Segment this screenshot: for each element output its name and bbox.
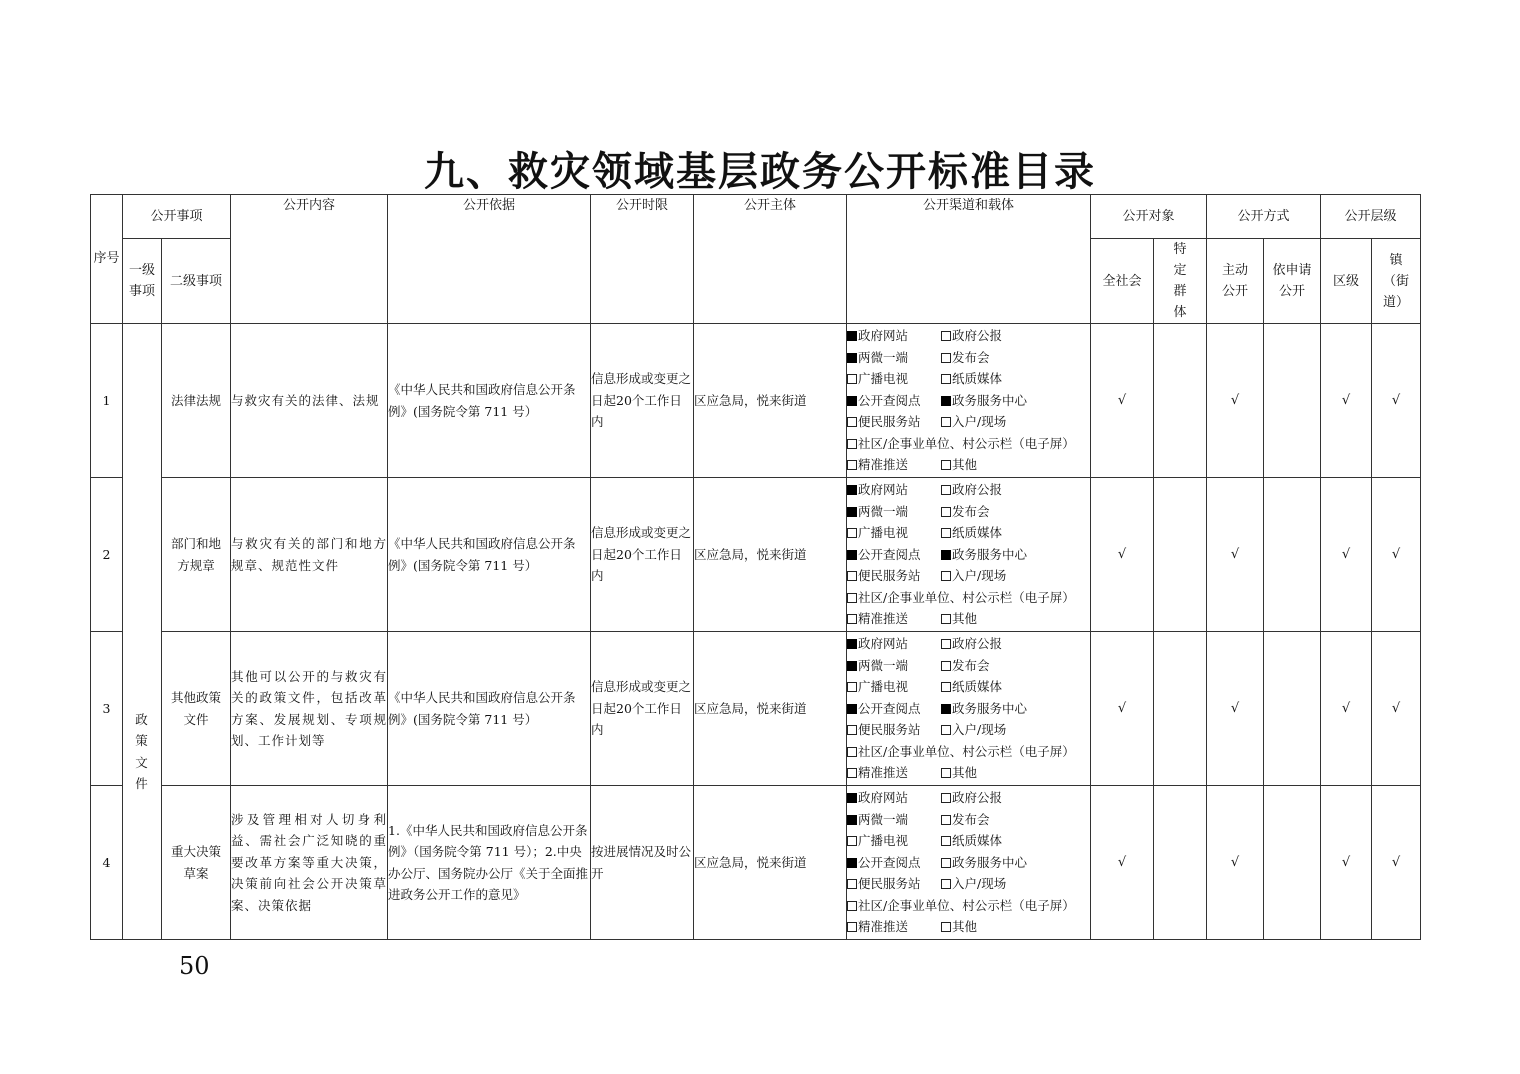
row-level2: 重大决策草案 [162, 786, 231, 940]
unchecked-box-icon [941, 353, 951, 363]
channel-line [847, 411, 1090, 433]
unchecked-box-icon [941, 571, 951, 581]
channel-option [941, 522, 1002, 544]
channel-label: 政府网站 [858, 328, 909, 344]
channel-label: 公开查阅点 [858, 700, 921, 716]
channel-option [847, 565, 941, 587]
row-seq: 4 [91, 786, 123, 940]
header-level-town: 镇（街道） [1372, 239, 1421, 324]
channel-line [847, 873, 1090, 895]
unchecked-box-icon [941, 528, 951, 538]
unchecked-box-icon [847, 747, 857, 757]
tick-on-request [1264, 324, 1321, 478]
channel-option [941, 809, 990, 831]
checked-box-icon [847, 661, 857, 671]
channel-option [847, 501, 941, 523]
tick-active: √ [1207, 632, 1264, 786]
row-content: 其他可以公开的与救灾有关的政策文件，包括改革方案、发展规划、专项规划、工作计划等 [231, 632, 388, 786]
channel-option [941, 608, 977, 630]
channel-option [847, 830, 941, 852]
channel-option [847, 698, 941, 720]
channel-option [847, 368, 941, 390]
channel-option [941, 633, 1002, 655]
channel-line [847, 741, 1090, 763]
tick-on-request [1264, 786, 1321, 940]
channel-option [941, 916, 977, 938]
unchecked-box-icon [941, 639, 951, 649]
checked-box-icon [847, 353, 857, 363]
channel-option [941, 655, 990, 677]
row-seq: 1 [91, 324, 123, 478]
unchecked-box-icon [941, 614, 951, 624]
channel-line [847, 698, 1090, 720]
checked-box-icon [941, 704, 951, 714]
channel-line [847, 433, 1090, 455]
channel-label: 政府公报 [952, 790, 1003, 806]
unchecked-box-icon [847, 528, 857, 538]
row-level2: 其他政策文件 [162, 632, 231, 786]
unchecked-box-icon [941, 836, 951, 846]
row-content: 与救灾有关的部门和地方规章、规范性文件 [231, 478, 388, 632]
channel-option [941, 676, 1002, 698]
channel-option [941, 347, 990, 369]
channel-label: 政务服务中心 [952, 392, 1028, 408]
checked-box-icon [847, 507, 857, 517]
row-channels [847, 632, 1091, 786]
row-deadline: 信息形成或变更之日起20个工作日内 [591, 324, 694, 478]
tick-on-request [1264, 632, 1321, 786]
channel-line [847, 895, 1090, 917]
unchecked-box-icon [941, 374, 951, 384]
unchecked-box-icon [941, 768, 951, 778]
channel-label: 社区/企事业单位、村公示栏（电子屏） [858, 435, 1075, 451]
unchecked-box-icon [941, 793, 951, 803]
unchecked-box-icon [847, 439, 857, 449]
tick-specific-group [1154, 786, 1207, 940]
checked-box-icon [847, 815, 857, 825]
row-seq: 2 [91, 478, 123, 632]
unchecked-box-icon [847, 682, 857, 692]
tick-active: √ [1207, 478, 1264, 632]
unchecked-box-icon [941, 879, 951, 889]
channel-option [847, 347, 941, 369]
channel-option [847, 522, 941, 544]
channel-label: 精准推送 [858, 457, 909, 473]
tick-active: √ [1207, 324, 1264, 478]
checked-box-icon [847, 396, 857, 406]
unchecked-box-icon [847, 879, 857, 889]
tick-specific-group [1154, 324, 1207, 478]
checked-box-icon [847, 793, 857, 803]
channel-label: 其他 [952, 765, 978, 781]
channel-line [847, 522, 1090, 544]
header-level1: 一级事项 [123, 239, 162, 324]
unchecked-box-icon [847, 725, 857, 735]
catalog-table [90, 194, 1421, 940]
channel-option [847, 762, 941, 784]
channel-line [847, 762, 1090, 784]
channel-line [847, 501, 1090, 523]
channel-line [847, 544, 1090, 566]
tick-specific-group [1154, 632, 1207, 786]
header-level-district: 区级 [1321, 239, 1372, 324]
unchecked-box-icon [847, 460, 857, 470]
level1-item: 政策文件 [123, 324, 162, 940]
header-basis: 公开依据 [388, 195, 591, 324]
channel-line [847, 325, 1090, 347]
channel-option [941, 411, 1006, 433]
unchecked-box-icon [941, 922, 951, 932]
channel-line [847, 676, 1090, 698]
channel-option [847, 587, 1075, 609]
channel-label: 政府网站 [858, 636, 909, 652]
row-deadline: 信息形成或变更之日起20个工作日内 [591, 478, 694, 632]
unchecked-box-icon [941, 485, 951, 495]
tick-town: √ [1372, 478, 1421, 632]
channel-label: 广播电视 [858, 833, 909, 849]
unchecked-box-icon [941, 507, 951, 517]
channel-option [847, 655, 941, 677]
header-method-active: 主动公开 [1207, 239, 1264, 324]
channel-label: 政府网站 [858, 482, 909, 498]
unchecked-box-icon [847, 417, 857, 427]
unchecked-box-icon [941, 331, 951, 341]
row-channels [847, 478, 1091, 632]
channel-label: 便民服务站 [858, 568, 921, 584]
channel-line [847, 809, 1090, 831]
unchecked-box-icon [847, 901, 857, 911]
checked-box-icon [847, 550, 857, 560]
unchecked-box-icon [847, 614, 857, 624]
header-method-request: 依申请公开 [1264, 239, 1321, 324]
channel-label: 发布会 [952, 811, 990, 827]
checked-box-icon [847, 704, 857, 714]
channel-option [847, 325, 941, 347]
row-seq: 3 [91, 632, 123, 786]
unchecked-box-icon [941, 815, 951, 825]
channel-label: 广播电视 [858, 679, 909, 695]
channel-option [847, 809, 941, 831]
channel-label: 政府公报 [952, 328, 1003, 344]
channel-label: 纸质媒体 [952, 371, 1003, 387]
tick-on-request [1264, 478, 1321, 632]
tick-all-society: √ [1091, 786, 1154, 940]
unchecked-box-icon [847, 922, 857, 932]
tick-all-society: √ [1091, 324, 1154, 478]
channel-option [847, 741, 1075, 763]
channel-line [847, 655, 1090, 677]
channel-label: 公开查阅点 [858, 854, 921, 870]
channel-label: 社区/企事业单位、村公示栏（电子屏） [858, 589, 1075, 605]
unchecked-box-icon [847, 768, 857, 778]
unchecked-box-icon [847, 836, 857, 846]
channel-option [941, 565, 1006, 587]
header-target: 公开对象 [1091, 195, 1207, 239]
channel-line [847, 852, 1090, 874]
channel-label: 公开查阅点 [858, 392, 921, 408]
channel-label: 入户/现场 [952, 568, 1007, 584]
checked-box-icon [941, 396, 951, 406]
channel-line [847, 368, 1090, 390]
row-basis: 《中华人民共和国政府信息公开条例》(国务院令第 711 号） [388, 324, 591, 478]
header-channels: 公开渠道和载体 [847, 195, 1091, 324]
channel-line [847, 633, 1090, 655]
unchecked-box-icon [941, 682, 951, 692]
channel-option [847, 633, 941, 655]
row-subject: 区应急局，悦来街道 [694, 786, 847, 940]
channel-option [847, 390, 941, 412]
channel-label: 两微一端 [858, 811, 909, 827]
channel-option [941, 852, 1027, 874]
row-basis: 1.《中华人民共和国政府信息公开条例》（国务院令第 711 号）；2.中央办公厅、国务院办公厅《关于全面推进政务公开工作的意见》 [388, 786, 591, 940]
channel-label: 其他 [952, 457, 978, 473]
row-content: 涉及管理相对人切身利益、需社会广泛知晓的重要改革方案等重大决策，决策前向社会公开决策草案、决策依据 [231, 786, 388, 940]
checked-box-icon [847, 858, 857, 868]
channel-option [847, 719, 941, 741]
channel-option [941, 325, 1002, 347]
channel-label: 便民服务站 [858, 722, 921, 738]
channel-label: 公开查阅点 [858, 546, 921, 562]
channel-option [847, 916, 941, 938]
channel-label: 政务服务中心 [952, 700, 1028, 716]
channel-option [941, 762, 977, 784]
channel-option [847, 852, 941, 874]
unchecked-box-icon [847, 571, 857, 581]
row-level2: 法律法规 [162, 324, 231, 478]
channel-option [941, 698, 1027, 720]
tick-district: √ [1321, 478, 1372, 632]
channel-label: 发布会 [952, 349, 990, 365]
tick-active: √ [1207, 786, 1264, 940]
header-items: 公开事项 [123, 195, 231, 239]
channel-label: 广播电视 [858, 525, 909, 541]
channel-line [847, 916, 1090, 938]
checked-box-icon [941, 550, 951, 560]
channel-option [847, 479, 941, 501]
channel-label: 政务服务中心 [952, 854, 1028, 870]
checked-box-icon [847, 639, 857, 649]
channel-option [941, 390, 1027, 412]
tick-specific-group [1154, 478, 1207, 632]
channel-label: 两微一端 [858, 657, 909, 673]
channel-line [847, 347, 1090, 369]
row-channels [847, 324, 1091, 478]
channel-line [847, 454, 1090, 476]
tick-district: √ [1321, 632, 1372, 786]
header-target-specific: 特定群体 [1154, 239, 1207, 324]
header-method: 公开方式 [1207, 195, 1321, 239]
channel-label: 纸质媒体 [952, 525, 1003, 541]
unchecked-box-icon [941, 661, 951, 671]
tick-all-society: √ [1091, 632, 1154, 786]
channel-label: 政务服务中心 [952, 546, 1028, 562]
channel-label: 社区/企事业单位、村公示栏（电子屏） [858, 897, 1075, 913]
unchecked-box-icon [941, 460, 951, 470]
channel-option [941, 501, 990, 523]
channel-label: 发布会 [952, 503, 990, 519]
unchecked-box-icon [941, 858, 951, 868]
channel-label: 两微一端 [858, 349, 909, 365]
channel-label: 其他 [952, 919, 978, 935]
document-title: 九、救灾领域基层政务公开标准目录 [424, 148, 1096, 195]
tick-all-society: √ [1091, 478, 1154, 632]
tick-district: √ [1321, 324, 1372, 478]
channel-option [847, 676, 941, 698]
channel-line [847, 390, 1090, 412]
checked-box-icon [847, 331, 857, 341]
channel-label: 精准推送 [858, 765, 909, 781]
unchecked-box-icon [847, 593, 857, 603]
channel-label: 两微一端 [858, 503, 909, 519]
channel-option [847, 411, 941, 433]
row-basis: 《中华人民共和国政府信息公开条例》(国务院令第 711 号） [388, 632, 591, 786]
channel-option [941, 830, 1002, 852]
page-number: 50 [179, 952, 210, 980]
channel-option [847, 787, 941, 809]
channel-line [847, 565, 1090, 587]
header-seq: 序号 [91, 195, 123, 324]
channel-label: 政府公报 [952, 482, 1003, 498]
tick-district: √ [1321, 786, 1372, 940]
channel-label: 广播电视 [858, 371, 909, 387]
channel-line [847, 587, 1090, 609]
channel-label: 精准推送 [858, 611, 909, 627]
tick-town: √ [1372, 786, 1421, 940]
row-basis: 《中华人民共和国政府信息公开条例》(国务院令第 711 号） [388, 478, 591, 632]
channel-option [941, 454, 977, 476]
channel-option [941, 479, 1002, 501]
channel-label: 其他 [952, 611, 978, 627]
header-deadline: 公开时限 [591, 195, 694, 324]
channel-option [847, 454, 941, 476]
header-level2: 二级事项 [162, 239, 231, 324]
channel-label: 精准推送 [858, 919, 909, 935]
channel-option [941, 368, 1002, 390]
unchecked-box-icon [847, 374, 857, 384]
unchecked-box-icon [941, 417, 951, 427]
channel-option [847, 433, 1075, 455]
channel-label: 发布会 [952, 657, 990, 673]
checked-box-icon [847, 485, 857, 495]
header-subject: 公开主体 [694, 195, 847, 324]
channel-line [847, 719, 1090, 741]
channel-line [847, 608, 1090, 630]
channel-label: 入户/现场 [952, 876, 1007, 892]
header-level: 公开层级 [1321, 195, 1421, 239]
channel-line [847, 479, 1090, 501]
unchecked-box-icon [941, 725, 951, 735]
channel-option [847, 608, 941, 630]
channel-option [847, 895, 1075, 917]
row-content: 与救灾有关的法律、法规 [231, 324, 388, 478]
tick-town: √ [1372, 324, 1421, 478]
channel-label: 纸质媒体 [952, 679, 1003, 695]
channel-label: 入户/现场 [952, 722, 1007, 738]
header-content: 公开内容 [231, 195, 388, 324]
channel-option [941, 719, 1006, 741]
row-deadline: 按进展情况及时公开 [591, 786, 694, 940]
channel-label: 便民服务站 [858, 876, 921, 892]
channel-label: 社区/企事业单位、村公示栏（电子屏） [858, 743, 1075, 759]
channel-label: 纸质媒体 [952, 833, 1003, 849]
row-channels [847, 786, 1091, 940]
channel-label: 政府网站 [858, 790, 909, 806]
row-subject: 区应急局，悦来街道 [694, 632, 847, 786]
row-level2: 部门和地方规章 [162, 478, 231, 632]
row-deadline: 信息形成或变更之日起20个工作日内 [591, 632, 694, 786]
channel-option [941, 873, 1006, 895]
header-target-all: 全社会 [1091, 239, 1154, 324]
channel-label: 便民服务站 [858, 414, 921, 430]
channel-label: 政府公报 [952, 636, 1003, 652]
row-subject: 区应急局，悦来街道 [694, 324, 847, 478]
channel-option [941, 544, 1027, 566]
channel-option [847, 873, 941, 895]
channel-label: 入户/现场 [952, 414, 1007, 430]
channel-option [847, 544, 941, 566]
tick-town: √ [1372, 632, 1421, 786]
channel-option [941, 787, 1002, 809]
row-subject: 区应急局，悦来街道 [694, 478, 847, 632]
channel-line [847, 787, 1090, 809]
channel-line [847, 830, 1090, 852]
